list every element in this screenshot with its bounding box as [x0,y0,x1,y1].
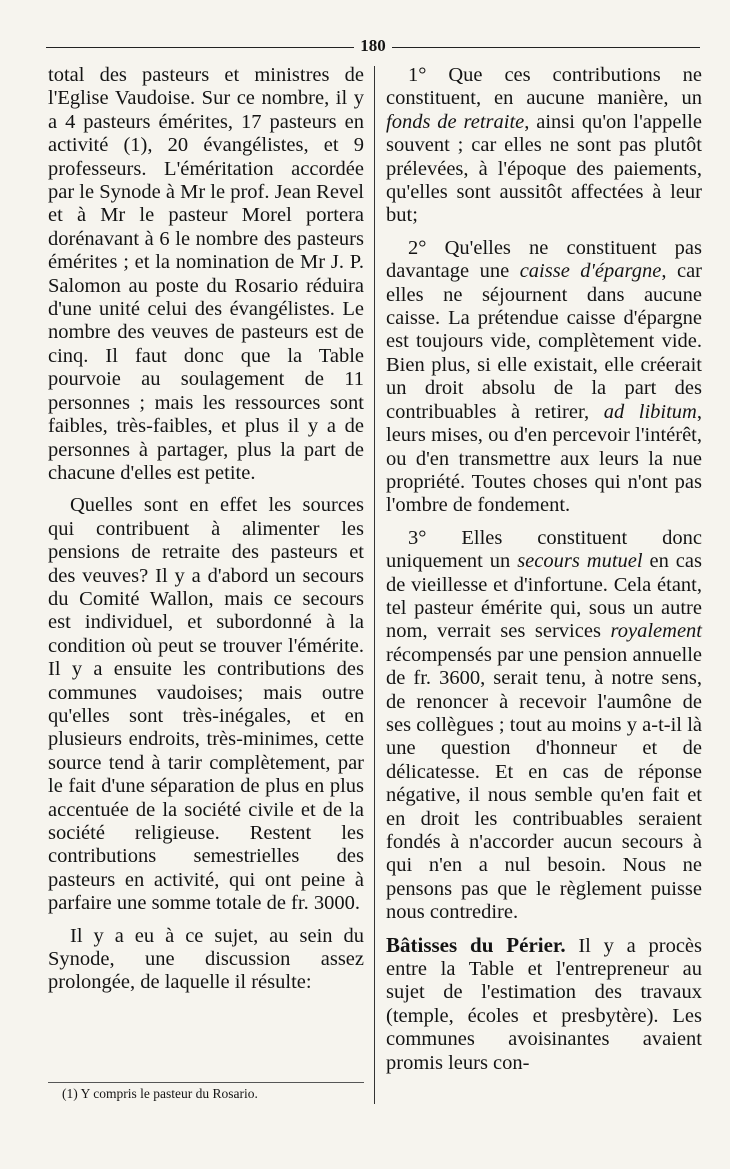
paragraph: total des pasteurs et ministres de l'Eglise Vaudoise. Sur ce nombre, il y a 4 pasteurs émérites, 17 pasteurs en activité (1), 20 évangélistes, et 9 professeurs. L'éméritation accordée par le Synode à Mr le prof. Jean Revel et à Mr le pasteur Morel portera dorénavant à 6 le nombre des pasteurs émérites ; et la nomination de Mr J. P. Salomon au poste du Rosario réduira d'une unité celui des évangélistes. Le nombre des veuves de pasteurs est de cinq. Il faut donc que la Table pourvoie au soulagement de 11 personnes ; mais les ressources sont faibles, très-faibles, et plus il y a de personnes à partager, plus la part de chacune d'elles est petite. [48,64,364,484]
section-title: Bâtisses du Périer. [386,932,566,957]
text-run: récompensés par une pension annuelle de fr. 3600, serait tenu, à notre sens, de renoncer à recevoir l'aumône de ses collègues ; tout au moins y a-t-il là une question d'honneur et de délicatesse. Et en cas de réponse négative, il nous semble qu'en fait et en droit les contribuables seraient fondés à n'accorder aucun secours à qui n'en a nul besoin. Nous ne pensons pas que le règlement puisse nous contredire. [386,643,702,924]
italic-term: fonds de retraite [386,110,525,133]
page-number: 180 [360,36,386,55]
header-rule-left [46,47,354,48]
paragraph: Quelles sont en effet les sources qui contribuent à alimenter les pensions de retraite des pasteurs et des veuves? Il y a d'abord un secours du Comité Wallon, mais ce secours est individuel, et subordonné à la condition où peut se trouver l'émérite. Il y a ensuite les contributions des communes vaudoises; mais outre qu'elles sont très-inégales, et en plusieurs endroits, très-minimes, cette source tend à tarir complètement, par le fait d'une séparation de plus en plus accentuée de la société civile et de la société religieuse. Restent les contributions semestrielles des pasteurs en activité, qui ont peine à parfaire une somme totale de fr. 3000. [48,494,364,915]
text-run: 1° Que ces contributions ne constituent, en aucune manière, un [386,64,702,110]
text-run: , ainsi qu'on l'appelle souvent ; car elles ne sont pas plutôt prélevées, à l'époque des paiements, qu'elles sont aussitôt affectées à leur but; [386,110,702,227]
text-run: 3° Elles constituent donc uniquement un [386,526,702,573]
text-run: 2° Qu'elles ne constituent pas davantage une [386,236,702,283]
text-run: Il y a procès entre la Table et l'entrepreneur au sujet de l'estimation des travaux (temple, écoles et presbytère). Les communes avoisinantes avaient promis leurs con- [386,934,702,1074]
text-run: , car elles ne séjournent dans aucune caisse. La prétendue caisse d'épargne est toujours vide, complètement vide. Bien plus, si elle existait, elle créerait un droit absolu de la part des contribuables à retirer, [386,260,702,423]
left-column [48,64,364,995]
right-column [386,64,702,1075]
italic-term: ad libitum [603,400,697,423]
paragraph: Il y a eu à ce sujet, au sein du Synode, une discussion assez prolongée, de laquelle il résulte: [48,924,364,994]
text-run: , leurs mises, ou d'en percevoir l'intérêt, ou d'en transmettre aux leurs la nue propriété. Toutes choses qui n'ont pas l'ombre de fondement. [386,400,702,517]
paragraph [386,64,702,228]
text-run: en cas de vieillesse et d'infortune. Cela étant, tel pasteur émérite qui, sous un autre nom, verrait ses services [386,550,702,643]
italic-term: secours mutuel [517,550,643,573]
paragraph [386,527,702,925]
column-divider [374,66,375,1104]
footnote-rule [48,1082,364,1083]
paragraph [386,237,702,518]
italic-term: royalement [610,620,702,643]
italic-term: caisse d'épargne [519,260,662,283]
header-rule-right [392,47,700,48]
paragraph [386,934,702,1075]
page-header [46,36,700,56]
footnote: (1) Y compris le pasteur du Rosario. [62,1086,258,1101]
